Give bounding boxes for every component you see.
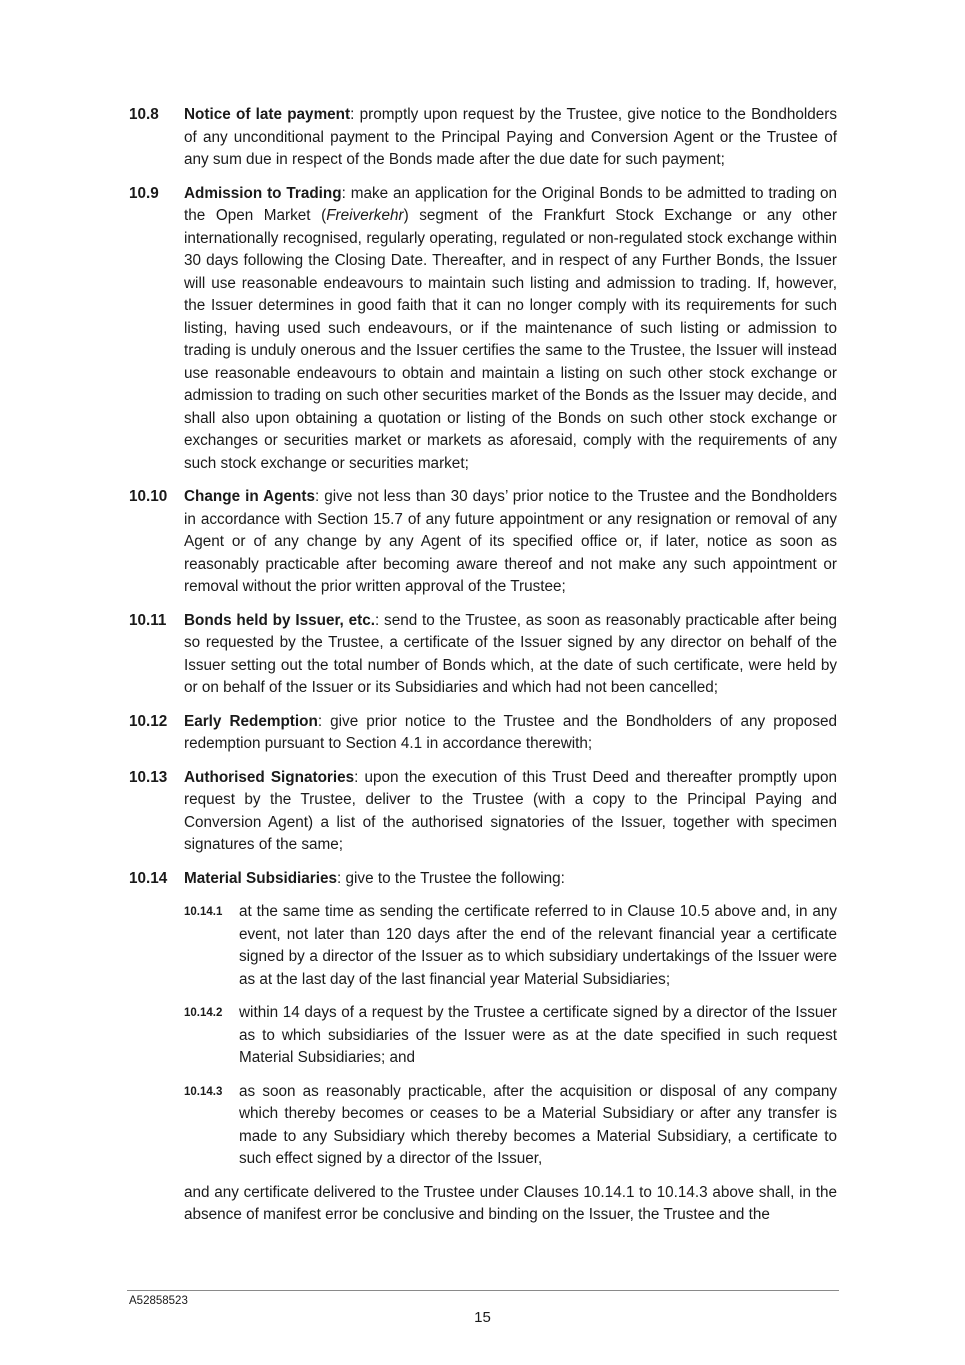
clause-number: 10.10 <box>129 488 168 505</box>
clause-body-part-a: : make an application for the Original Bonds to be admitted to trading on the Open Market ( <box>184 184 837 224</box>
subclause-list <box>184 901 837 1171</box>
closing-paragraph: and any certificate delivered to the Trustee under Clauses 10.14.1 to 10.14.3 above shall, in the absence of manifest error be conclusive and binding on the Issuer, the Trustee and the <box>184 1183 837 1223</box>
clause-text <box>184 767 837 857</box>
clause-number: 10.9 <box>129 184 159 202</box>
clause-heading: Bonds held by Issuer, etc. <box>184 611 375 629</box>
clause-text <box>184 610 837 700</box>
clause-body: : promptly upon request by the Trustee, give notice to the Bondholders of any unconditional payment to the Principal Paying and Conversion Agent or the Trustee of any sum due in respect of the Bonds made after the due date for such payment; <box>184 106 837 168</box>
clause-10-12 <box>129 711 837 756</box>
clause-10-10 <box>129 486 837 599</box>
clause-10-13 <box>129 767 837 857</box>
clause-heading: Material Subsidiaries <box>184 869 338 887</box>
clause-number: 10.13 <box>129 768 168 786</box>
clause-heading: Early Redemption <box>184 712 318 730</box>
clause-heading: Change in Agents <box>184 488 315 505</box>
subclause-text: at the same time as sending the certificate referred to in Clause 10.5 above and, in any event, not later than 120 days after the end of the relevant financial year a certificate signed by a director of the Issuer as to which subsidiary undertakings of the Issuer were as at the last day of the last financial year Material Subsidiaries; <box>239 903 837 988</box>
clause-heading: Admission to Trading <box>184 184 342 202</box>
document-body <box>129 104 837 1227</box>
clause-body: : send to the Trustee, as soon as reasonably practicable after being so requested by the Trustee, a certificate of the Issuer signed by any director on behalf of the Issuer setting out the total number of Bonds which, at the date of such certificate, were held by or on behalf of the Issuer or its Subsidiaries and which had not been cancelled; <box>184 611 837 696</box>
clause-10-8 <box>129 104 837 172</box>
clause-text <box>184 104 837 172</box>
clause-text <box>184 711 837 756</box>
clause-body: : give not less than 30 days’ prior notice to the Trustee and the Bondholders in accordance with Section 15.7 of any future appointment or any resignation or removal of any Agent or of any change by any Agent of its specified office or, if later, notice as soon as reasonably practicable after becoming aware thereof and not make any such appointment or removal without the prior written approval of the Trustee; <box>184 488 837 595</box>
footer-divider <box>127 1290 839 1291</box>
subclause-10-14-2 <box>184 1002 837 1070</box>
clause-10-9 <box>129 183 837 476</box>
clause-number: 10.14 <box>129 869 168 887</box>
clause-heading: Authorised Signatories <box>184 768 355 786</box>
clause-body: : give to the Trustee the following: <box>337 869 565 887</box>
clause-number: 10.8 <box>129 106 159 123</box>
subclause-10-14-1 <box>184 901 837 991</box>
subclause-number: 10.14.2 <box>184 1007 223 1019</box>
subclause-text: within 14 days of a request by the Trustee a certificate signed by a director of the Issuer as to which subsidiaries of the Issuer were as at the date specified in such request Material Subsidiaries; and <box>239 1004 837 1066</box>
clause-text <box>184 183 837 476</box>
clause-number: 10.11 <box>129 611 167 629</box>
subclause-text: as soon as reasonably practicable, after the acquisition or disposal of any company which thereby becomes or ceases to be a Material Subsidiary or after any transfer is made to any Subsidiary which thereby becomes a Material Subsidiary, a certificate to such effect signed by a director of the Issuer, <box>239 1082 837 1167</box>
clause-text <box>184 486 837 599</box>
clause-body: : upon the execution of this Trust Deed and thereafter promptly upon request by the Trustee, deliver to the Trustee (with a copy to the Principal Paying and Conversion Agent) a list of the authorised signatories of the Issuer, together with specimen signatures of the same; <box>184 768 837 853</box>
clause-text <box>184 868 837 891</box>
page-number: 15 <box>474 1309 491 1326</box>
clause-heading: Notice of late payment <box>184 106 351 123</box>
clause-number: 10.12 <box>129 712 168 730</box>
clause-body: : give prior notice to the Trustee and the Bondholders of any proposed redemption pursuant to Section 4.1 in accordance therewith; <box>184 712 837 752</box>
clause-10-14 <box>129 868 837 891</box>
subclause-number: 10.14.1 <box>184 906 223 918</box>
clause-10-11 <box>129 610 837 700</box>
subclause-10-14-3 <box>184 1081 837 1171</box>
subclause-number: 10.14.3 <box>184 1085 223 1098</box>
clause-body-part-b: ) segment of the Frankfurt Stock Exchange or any other internationally recognised, regularly operating, regulated or non-regulated stock exchange within 30 days following the Closing Date. Thereafter, and in respect of any Further Bonds, the Issuer will use reasonable endeavours to maintain such listing and admission to trading. If, however, the Issuer determines in good faith that it can no longer comply with its requirements for such listing, having used such endeavours, or if the maintenance of such listing or admission to trading is unduly onerous and the Issuer certifies the same to the Trustee, the Issuer will instead use reasonable endeavours to obtain and maintain a listing on such other stock exchange or admission to trading on such other securities market of the Bonds as the Issuer may decide, and shall also upon obtaining a quotation or listing of the Bonds on such other stock exchange or exchanges or securities market or markets as aforesaid, comply with the requirements of any such stock exchange or securities market; <box>184 207 837 472</box>
clause-body-italic: Freiverkehr <box>326 207 404 224</box>
document-reference: A52858523 <box>129 1295 188 1307</box>
